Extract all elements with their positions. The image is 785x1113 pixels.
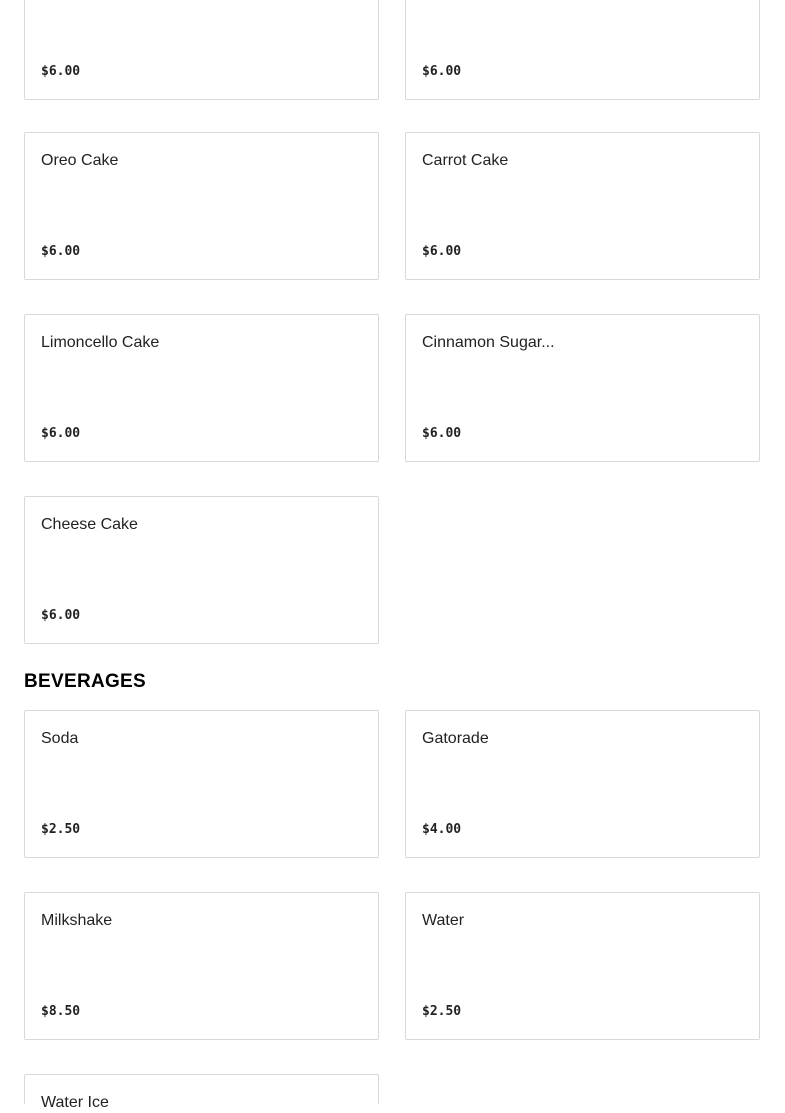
menu-item-name: Limoncello Cake xyxy=(41,334,160,351)
menu-item-name: Milkshake xyxy=(41,912,113,929)
menu-item-price: $6.00 xyxy=(41,426,81,441)
menu-item-name: Cheese Cake xyxy=(41,516,138,533)
menu-item-price: $4.00 xyxy=(422,822,462,837)
menu-item-card[interactable] xyxy=(405,892,760,1040)
menu-item-card[interactable] xyxy=(24,710,379,858)
menu-item-card[interactable] xyxy=(24,132,379,280)
menu-item-name: Soda xyxy=(41,730,79,747)
menu-item-price: $6.00 xyxy=(41,608,81,623)
menu-item-price: $6.00 xyxy=(41,64,81,79)
menu-item-price: $2.50 xyxy=(422,1004,462,1019)
menu-item-name: Water Ice xyxy=(41,1094,109,1111)
menu-item-price: $2.50 xyxy=(41,822,81,837)
menu-item-price: $6.00 xyxy=(422,64,462,79)
menu-item-card[interactable] xyxy=(405,710,760,858)
menu-item-card[interactable] xyxy=(405,314,760,462)
menu-item-name: Water xyxy=(422,912,465,929)
menu-item-name: Oreo Cake xyxy=(41,152,119,169)
menu-item-card[interactable] xyxy=(24,0,379,100)
menu-item-card[interactable] xyxy=(24,892,379,1040)
menu-item-name: Carrot Cake xyxy=(422,152,509,169)
menu-item-price: $6.00 xyxy=(422,244,462,259)
menu-item-card[interactable] xyxy=(24,496,379,644)
section-title-beverages: BEVERAGES xyxy=(24,671,147,692)
menu-item-name: Cinnamon Sugar... xyxy=(422,334,555,351)
menu-item-price: $8.50 xyxy=(41,1004,81,1019)
menu-item-card[interactable] xyxy=(24,1074,379,1111)
menu-item-price: $6.00 xyxy=(422,426,462,441)
menu-item-card[interactable] xyxy=(24,314,379,462)
menu-item-price: $6.00 xyxy=(41,244,81,259)
menu-item-card[interactable] xyxy=(405,0,760,100)
menu-item-card[interactable] xyxy=(405,132,760,280)
menu-item-name: Gatorade xyxy=(422,730,489,747)
